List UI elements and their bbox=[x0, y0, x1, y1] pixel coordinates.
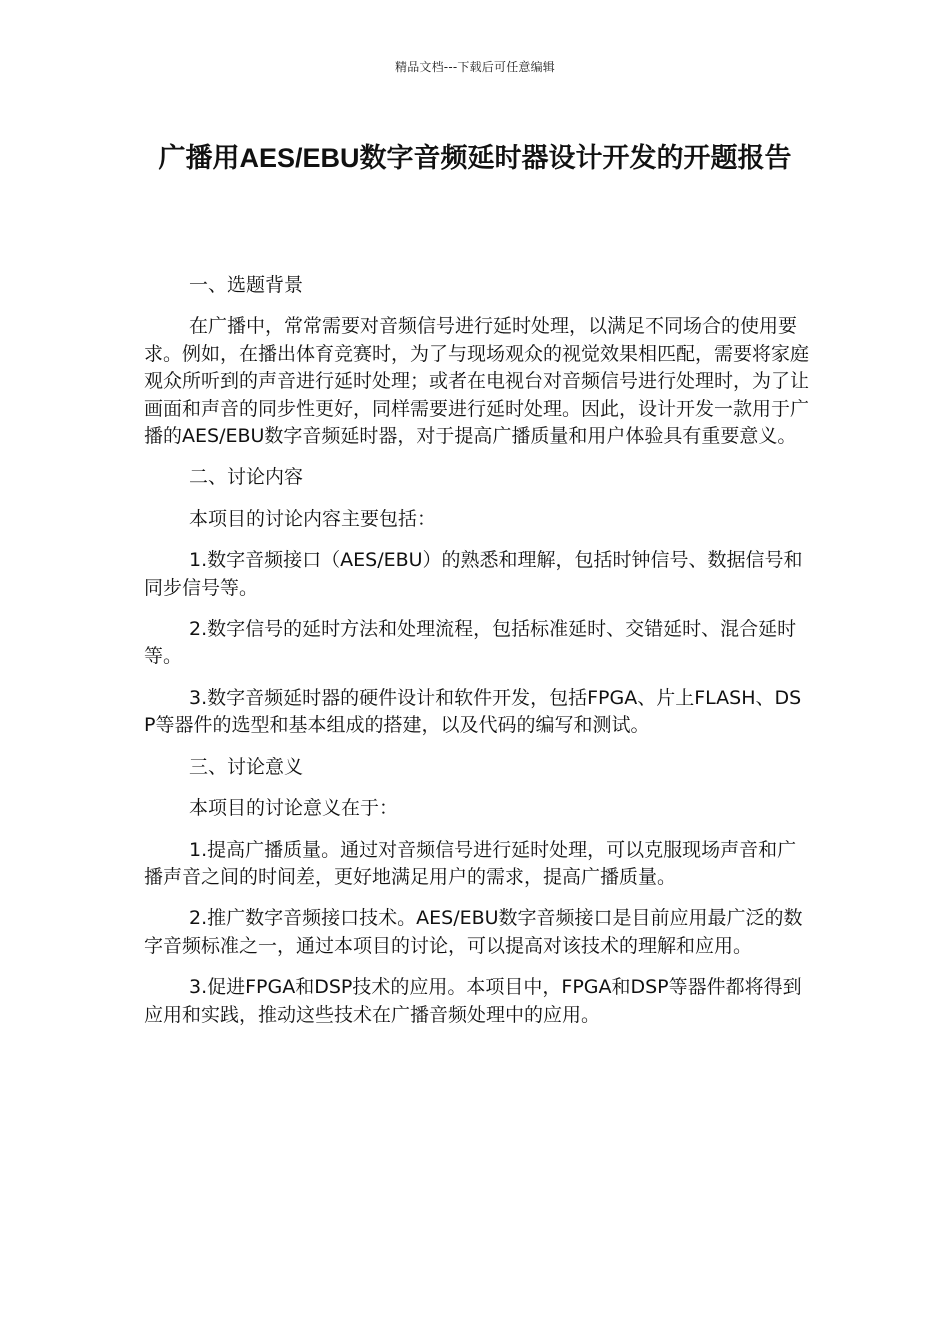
paragraph-content-item-3: 3.数字音频延时器的硬件设计和软件开发，包括FPGA、片上FLASH、DSP等器件的选型和基本组成的搭建，以及代码的编写和测试。 bbox=[144, 686, 802, 737]
document-body bbox=[144, 272, 810, 1029]
section-heading-background: 一、选题背景 bbox=[189, 274, 304, 296]
document-title: 广播用AES/EBU数字音频延时器设计开发的开题报告 bbox=[158, 143, 792, 173]
section-heading-content: 二、讨论内容 bbox=[189, 466, 304, 489]
paragraph-content-item-1: 1.数字音频接口（AES/EBU）的熟悉和理解，包括时钟信号、数据信号和同步信号等。 bbox=[144, 549, 803, 599]
paragraph-content-item-2: 2.数字信号的延时方法和处理流程，包括标准延时、交错延时、混合延时等。 bbox=[144, 618, 797, 668]
section-heading-significance: 三、讨论意义 bbox=[189, 755, 304, 778]
page-header: 精品文档---下载后可任意编辑 bbox=[395, 60, 555, 74]
paragraph-significance-item-3: 3.促进FPGA和DSP技术的应用。本项目中，FPGA和DSP等器件都将得到应用和实践，推动这些技术在广播音频处理中的应用。 bbox=[144, 976, 802, 1026]
paragraph-significance-item-2: 2.推广数字音频接口技术。AES/EBU数字音频接口是目前应用最广泛的数字音频标准之一，通过本项目的讨论，可以提高对该技术的理解和应用。 bbox=[144, 907, 803, 957]
paragraph-significance-item-1: 1.提高广播质量。通过对音频信号进行延时处理，可以克服现场声音和广播声音之间的时间差，更好地满足用户的需求，提高广播质量。 bbox=[144, 838, 797, 888]
paragraph-background: 在广播中，常常需要对音频信号进行延时处理，以满足不同场合的使用要求。例如，在播出体育竞赛时，为了与现场观众的视觉效果相匹配，需要将家庭观众所听到的声音进行延时处理；或者在电视台对音频信号进行处理时，为了让画面和声音的同步性更好，同样需要进行延时处理。因此，设计开发一款用于广播的AES/EBU数字音频延时器，对于提高广播质量和用户体验具有重要意义。 bbox=[144, 315, 810, 448]
paragraph-significance-intro: 本项目的讨论意义在于： bbox=[189, 797, 399, 820]
paragraph-content-intro: 本项目的讨论内容主要包括： bbox=[189, 507, 437, 530]
